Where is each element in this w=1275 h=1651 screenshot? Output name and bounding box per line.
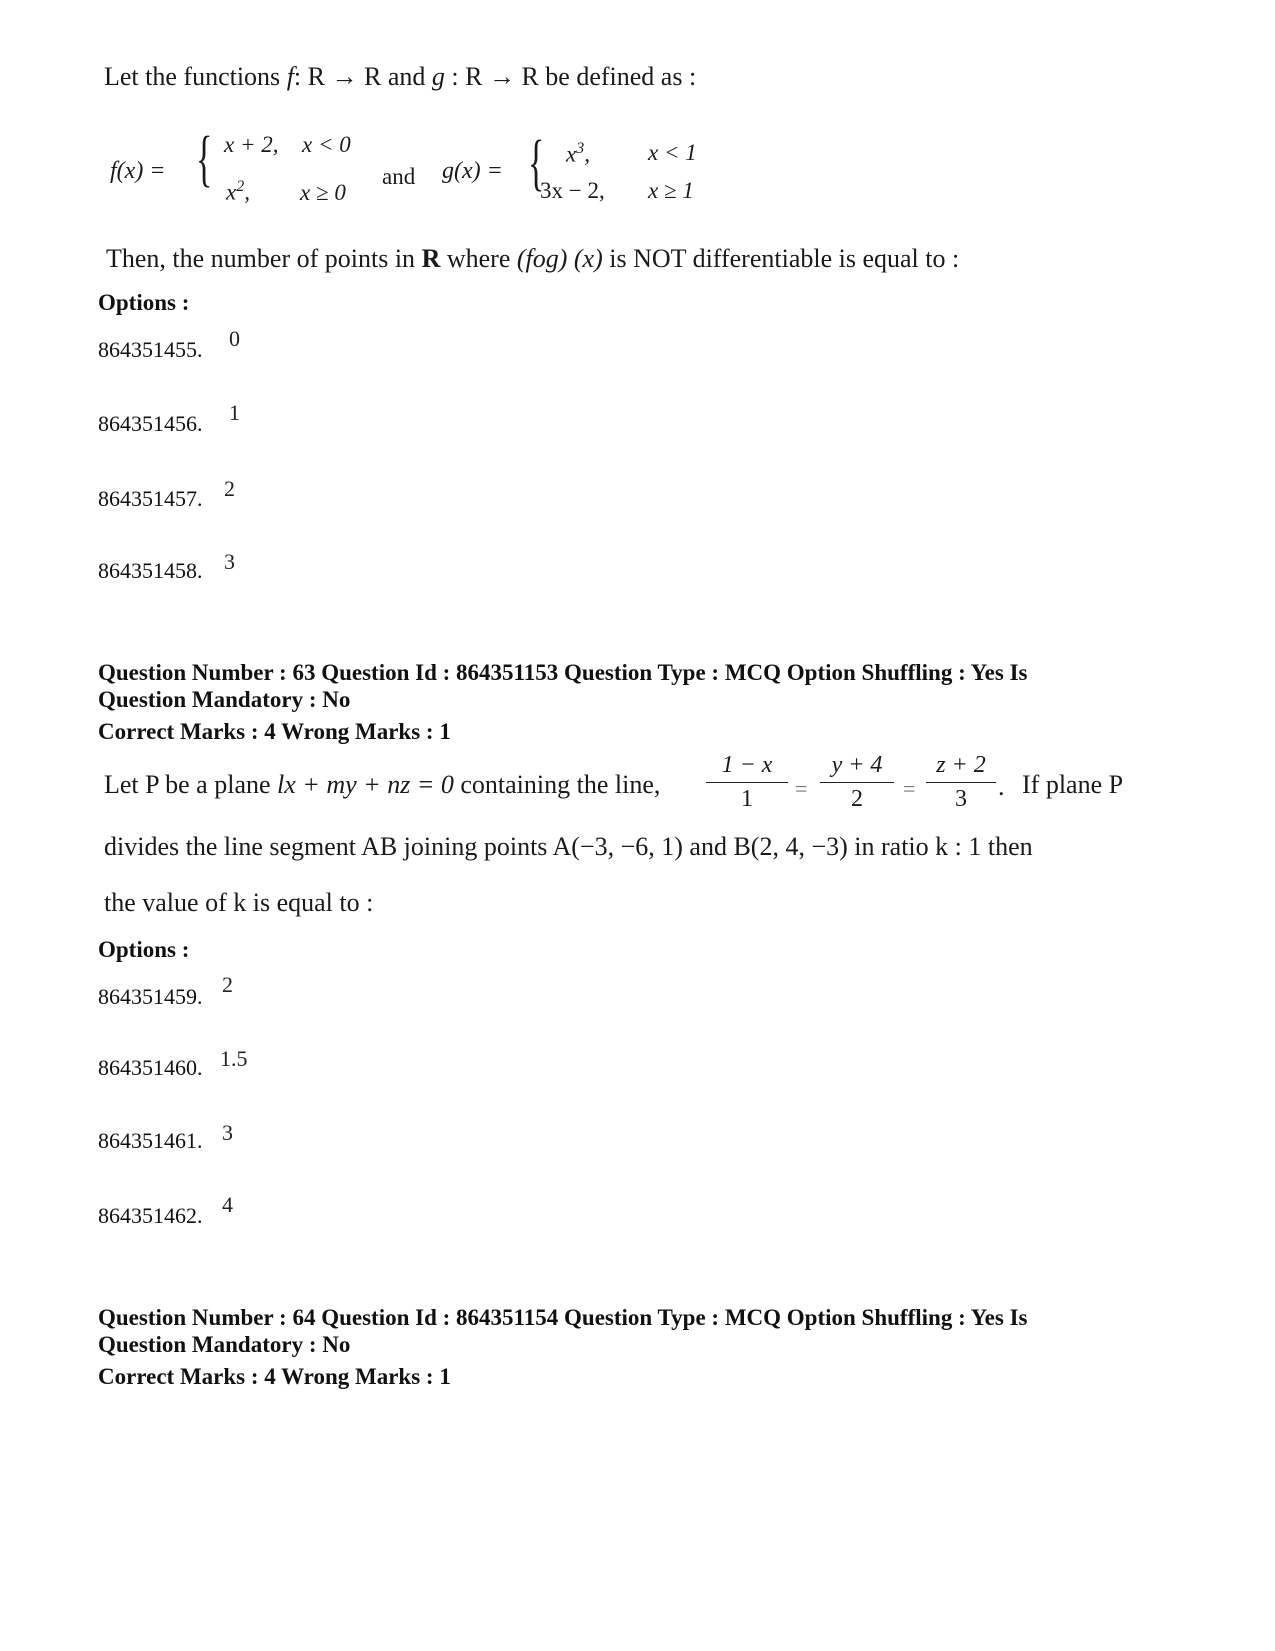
q64-marks: Correct Marks : 4 Wrong Marks : 1 bbox=[98, 1364, 451, 1389]
q62-f-case2-exp: 2 bbox=[236, 178, 245, 195]
q62-question bbox=[106, 244, 959, 274]
q63-option-4-value[interactable]: 4 bbox=[222, 1192, 233, 1217]
q63-eq-2: = bbox=[903, 776, 916, 801]
q62-and: and bbox=[382, 164, 416, 189]
q62-g-case1-exp: 3 bbox=[576, 140, 585, 157]
q62-option-4-value[interactable]: 3 bbox=[224, 549, 235, 574]
q63-option-3-value[interactable]: 3 bbox=[222, 1120, 233, 1145]
q63-text bbox=[104, 770, 660, 800]
q62-g-lhs: g(x) = bbox=[442, 158, 503, 184]
q63-eq-1: = bbox=[795, 776, 808, 801]
q62-intro-text: Let the functions bbox=[104, 62, 287, 91]
q62-g-case1-cond: x < 1 bbox=[648, 140, 697, 165]
q62-option-2-value[interactable]: 1 bbox=[229, 400, 240, 425]
q62-g-symbol: g bbox=[431, 62, 445, 91]
q63-option-1-id: 864351459. bbox=[98, 984, 203, 1009]
q62-g-case2-cond: x ≥ 1 bbox=[648, 178, 694, 203]
q62-map2: : R → R be defined as : bbox=[444, 62, 697, 91]
q63-frac2-den: 2 bbox=[851, 786, 863, 812]
q62-f-symbol: f bbox=[286, 62, 294, 91]
q62-option-2-id: 864351456. bbox=[98, 411, 203, 436]
q62-option-4-id: 864351458. bbox=[98, 558, 203, 583]
q62-question-R: R bbox=[421, 244, 441, 273]
q63-frac1-num: 1 − x bbox=[721, 752, 773, 778]
q62-f-case1-cond: x < 0 bbox=[302, 132, 351, 157]
q63-option-3-id: 864351461. bbox=[98, 1128, 203, 1153]
q62-g-case1 bbox=[566, 140, 590, 168]
q63-line2: divides the line segment AB joining points A(−3, −6, 1) and B(2, 4, −3) in ratio k : 1 then bbox=[104, 832, 1033, 861]
q62-question-b: where bbox=[440, 244, 517, 273]
q62-option-3-id: 864351457. bbox=[98, 486, 203, 511]
q63-frac2-bar bbox=[820, 782, 894, 783]
q63-fraction-1 bbox=[706, 752, 788, 813]
q62-question-c: is NOT differentiable is equal to : bbox=[602, 244, 960, 273]
q63-frac2-num: y + 4 bbox=[831, 752, 883, 778]
q63-line3: the value of k is equal to : bbox=[104, 888, 374, 917]
q62-f-case2-base: x bbox=[226, 179, 237, 205]
q63-text-c: If plane P bbox=[1022, 770, 1124, 799]
q63-frac3-num: z + 2 bbox=[936, 752, 986, 778]
q62-option-3-value[interactable]: 2 bbox=[224, 476, 235, 501]
q62-f-case1-expr: x + 2, bbox=[224, 132, 279, 157]
q62-map1: : R → R and bbox=[293, 62, 432, 91]
q63-frac-dot: . bbox=[998, 772, 1005, 801]
q63-fraction-3 bbox=[926, 752, 996, 813]
q62-g-case2-expr: 3x − 2, bbox=[540, 178, 605, 203]
q63-meta-line1: Question Number : 63 Question Id : 864351153 Question Type : MCQ Option Shuffling : Yes Is bbox=[98, 660, 1028, 685]
q62-g-case1-base: x bbox=[566, 141, 577, 167]
q63-frac3-bar bbox=[926, 782, 996, 783]
q63-option-4-id: 864351462. bbox=[98, 1203, 203, 1228]
q64-meta-line1: Question Number : 64 Question Id : 864351154 Question Type : MCQ Option Shuffling : Yes Is bbox=[98, 1305, 1028, 1330]
q63-option-2-value[interactable]: 1.5 bbox=[220, 1046, 248, 1071]
q63-meta-line2: Question Mandatory : No bbox=[98, 687, 351, 712]
q62-question-a: Then, the number of points in bbox=[106, 244, 422, 273]
q62-option-1-value[interactable]: 0 bbox=[229, 326, 240, 351]
q63-marks: Correct Marks : 4 Wrong Marks : 1 bbox=[98, 719, 451, 744]
q63-frac3-den: 3 bbox=[955, 786, 967, 812]
q62-option-1-id: 864351455. bbox=[98, 337, 203, 362]
q63-plane-eq: lx + my + nz = 0 bbox=[277, 770, 454, 799]
q62-question-fog: (fog) (x) bbox=[516, 244, 603, 273]
q63-option-1-value[interactable]: 2 bbox=[222, 972, 233, 997]
q62-f-case2 bbox=[226, 178, 250, 206]
q62-f-brace: { bbox=[196, 125, 213, 193]
q64-meta-line2: Question Mandatory : No bbox=[98, 1332, 351, 1357]
q63-fraction-2 bbox=[820, 752, 894, 813]
q63-frac1-den: 1 bbox=[741, 786, 753, 812]
q63-text-a: Let P be a plane bbox=[104, 770, 278, 799]
q62-f-case2-comma: , bbox=[244, 179, 250, 205]
q63-options-label: Options : bbox=[98, 937, 190, 962]
q62-g-case1-comma: , bbox=[584, 141, 590, 167]
q62-options-label: Options : bbox=[98, 290, 190, 315]
q62-g-brace: { bbox=[528, 129, 545, 197]
q63-option-2-id: 864351460. bbox=[98, 1055, 203, 1080]
q62-intro bbox=[104, 62, 696, 92]
q62-f-case2-cond: x ≥ 0 bbox=[300, 180, 346, 205]
q63-text-b: containing the line, bbox=[453, 770, 661, 799]
q62-f-lhs: f(x) = bbox=[110, 158, 166, 184]
q63-frac1-bar bbox=[706, 782, 788, 783]
